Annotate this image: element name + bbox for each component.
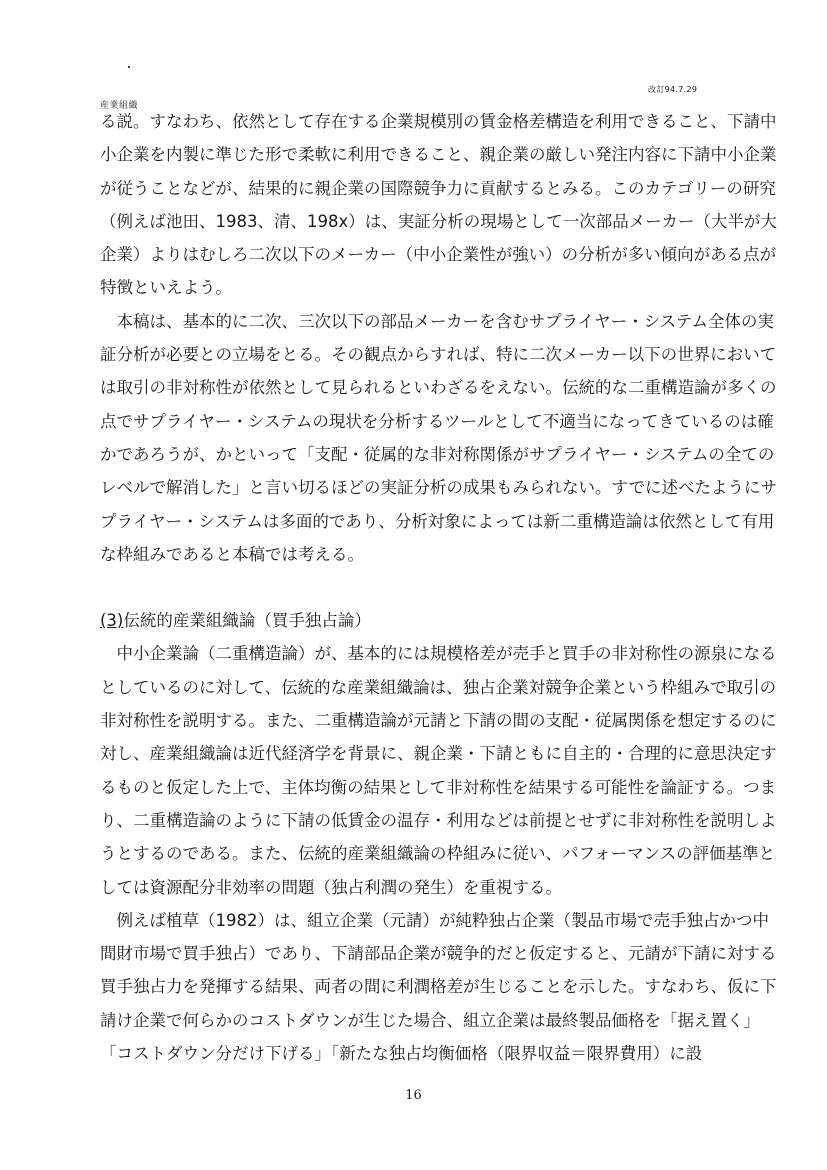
section-title: 伝統的産業組織論（買手独占論） [123,611,371,631]
page-number: 16 [405,1088,422,1103]
header-section-label: 産業組織 [100,101,139,111]
paragraph-4: 例えば植草（1982）は、組立企業（元請）が純粋独占企業（製品市場で売手独占かつ中間財市場で買手独占）であり、下請部品企業が競争的だと仮定すると、元請が下請に対する買手独占力を発揮する結果、両者の間に利潤格差が生じることを示した。すなわち、仮に下請け企業で何らかのコストダウンが生じた場合、組立企業は最終製品価格を「据え置く」「コストダウン分だけ下げる」「新たな独占均衡価格（限界収益＝限界費用）に設 [100,910,777,1064]
paragraph-3: 中小企業論（二重構造論）が、基本的には規模格差が売手と買手の非対称性の源泉になるとしているのに対して、伝統的な産業組織論は、独占企業対競争企業という枠組みで取引の非対称性を説明する。また、二重構造論が元請と下請の間の支配・従属関係を想定するのに対し、産業組織論は近代経済学を背景に、親企業・下請ともに自主的・合理的に意思決定するものと仮定した上で、主体均衡の結果として非対称性を結果する可能性を論証する。つまり、二重構造論のように下請の低賃金の温存・利用などは前提とせずに非対称性を説明しようとするのである。また、伝統的産業組織論の枠組みに従い、パフォーマンスの評価基準としては資源配分非効率の問題（独占利潤の発生）を重視する。 [100,644,777,897]
paragraph-1: る説。すなわち、依然として存在する企業規模別の賃金格差構造を利用できること、下請中小企業を内製に準じた形で柔軟に利用できること、親企業の厳しい発注内容に下請中小企業が従うことなどが、結果的に親企業の国際競争力に貢献するとみる。このカテゴリーの研究（例えば池田、1983、清、198x）は、実証分析の現場として一次部品メーカー（大半が大企業）よりはむしろ二次以下のメーカー（中小企業性が強い）の分析が多い傾向がある点が特徴といえよう。 [100,112,777,298]
section-heading [100,604,778,637]
document-body [100,105,778,1070]
scan-speck [128,66,130,68]
header-revision-note: 改訂94.7.29 [648,85,698,94]
section-number: (3) [100,611,124,631]
paragraph-2: 本稿は、基本的に二次、三次以下の部品メーカーを含むサプライヤー・システム全体の実証分析が必要との立場をとる。その観点からすれば、特に二次メーカー以下の世界においては取引の非対称性が依然として見られるといわざるをえない。伝統的な二重構造論が多くの点でサプライヤー・システムの現状を分析するツールとして不適当になってきているのは確かであろうが、かといって「支配・従属的な非対称関係がサプライヤー・システムの全てのレベルで解消した」と言い切るほどの実証分析の成果もみられない。すでに述べたようにサプライヤー・システムは多面的であり、分析対象によっては新二重構造論は依然として有用な枠組みであると本稿では考える。 [100,311,777,564]
section-spacer [100,571,778,604]
